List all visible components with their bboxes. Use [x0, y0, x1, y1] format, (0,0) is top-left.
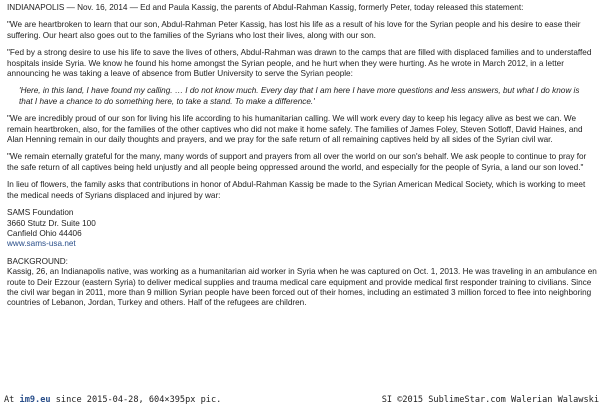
background-paragraph: Kassig, 26, an Indianapolis native, was working as a humanitarian aid worker in Syria when he was captured on Oct. 1, 2013. He was traveling in an ambulance en route to Deir Ezzour (eastern Syria) to deliver medical supplies and trauma medical care equipment and provide medical first responder training to civilians. Since the civil war began in 2011, more than 9 million Syrian people have been forced out of their homes, including an estimated 3 million forced to flee into neighboring countries of Lebanon, Jordan, Turkey and others. Half of the refugees are children. [7, 267, 597, 308]
donation-paragraph: In lieu of flowers, the family asks that contributions in honor of Abdul-Rahman Kassig be made to the Syrian American Medical Society, which is working to meet the medical needs of Syrians displaced and injured by war: [7, 180, 586, 200]
image-host-footer [0, 393, 604, 407]
address-line-3: Canfield Ohio 44406 [7, 228, 82, 238]
sams-address [7, 208, 597, 250]
address-line-2: 3660 Stutz Dr. Suite 100 [7, 218, 96, 228]
statement-paragraph-2: "Fed by a strong desire to use his life to save the lives of others, Abdul-Rahman was drawn to the camps that are filled with displaced families and to understaffed hospitals inside Syria. We know he found his home amongst the Syrian people, and he hurt when they were hurting. As he wrote in March 2012, in a letter announcing he was taking a leave of absence from Butler University to serve the Syrian people: [7, 48, 592, 79]
address-line-1: SAMS Foundation [7, 208, 74, 218]
letter-quote: 'Here, in this land, I have found my calling. … I do not know much. Every day that I am here I have more questions and less answers, but what I do know is that I have a chance to do something here, to take a stand. To make a difference.' [19, 86, 580, 106]
statement-paragraph-4: "We remain eternally grateful for the many, many words of support and prayers from all over the world on our son's behalf. We ask people to continue to pray for the safe return of all captives being held unjustly and all people being oppressed around the world, and especially for the people of Syria, a land our son loved." [7, 152, 587, 172]
dateline: INDIANAPOLIS — Nov. 16, 2014 — Ed and Paula Kassig, the parents of Abdul-Rahman Kassig, formerly Peter, today released this statement: [7, 3, 524, 12]
background-heading: BACKGROUND: [7, 256, 68, 266]
footer-prefix: At [4, 395, 20, 405]
footer-info: since 2015-04-28, 604×395px pic. [50, 395, 222, 405]
sams-website-link[interactable]: www.sams-usa.net [7, 239, 76, 249]
statement-paragraph-1: "We are heartbroken to learn that our son, Abdul-Rahman Peter Kassig, has lost his life as a result of his love for the Syrian people and his desire to ease their suffering. Our heart also goes out to the families of the Syrians who lost their lives, along with our son. [7, 20, 581, 40]
statement-paragraph-3: "We are incredibly proud of our son for living his life according to his humanitarian calling. We will work every day to keep his legacy alive as best we can. We remain heartbroken, also, for the families of the other captives who did not make it home safely. The families of James Foley, Steven Sotloff, David Haines, and Alan Henning remain in our daily thoughts and prayers, and we pray for the safe return of all remaining captives held by all sides of the Syrian civil war. [7, 114, 583, 145]
footer-credit: SI ©2015 SublimeStar.com Walerian Walawski [381, 395, 599, 405]
press-release [7, 3, 597, 316]
footer-left [4, 393, 221, 407]
footer-site-link[interactable]: im9.eu [19, 395, 51, 405]
